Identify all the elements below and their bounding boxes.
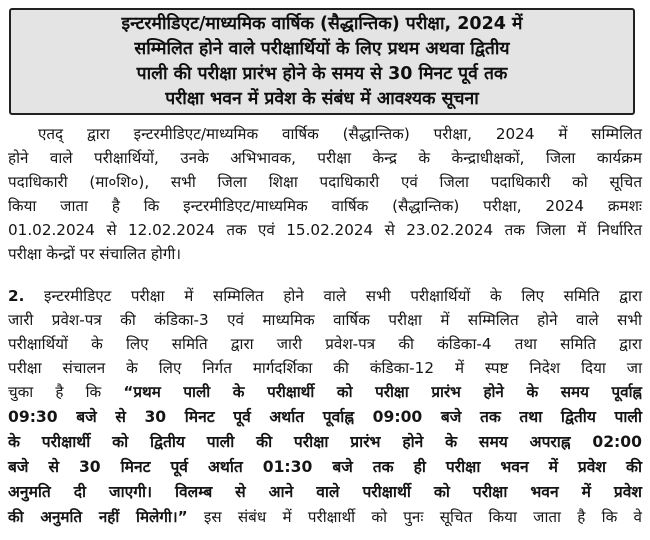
- paragraph2-line-4: परीक्षा संचालन के लिए निर्गत मार्गदर्शिका की कंडिका-12 में स्पष्ट निदेश दिया जा: [8, 359, 642, 377]
- paragraph2-line-1-text: इन्टरमीडिएट परीक्षा में सम्मिलित होने वाले सभी परीक्षार्थियों के लिए समिति द्वारा: [44, 287, 642, 305]
- paragraph1-line-6: परीक्षा केन्द्रों पर संचालित होगी।: [8, 245, 182, 263]
- paragraph2-bold-line-4: अनुमति दी जाएगी। विलम्ब से आने वाले परीक्षार्थी को परीक्षा भवन में प्रवेश: [8, 483, 642, 501]
- notice-title-line-2: सम्मिलित होने वाले परीक्षार्थियों के लिए प्रथम अथवा द्वितीय: [134, 39, 510, 59]
- paragraph2-line-5-bold: “प्रथम पाली के परीक्षार्थी को परीक्षा प्रारंभ होने के समय पूर्वाह्न: [123, 383, 642, 401]
- notice-title-line-1: इन्टरमीडिएट/माध्यमिक वार्षिक (सैद्धान्तिक) परीक्षा, 2024 में: [121, 14, 523, 34]
- paragraph1-line-1: एतद् द्वारा इन्टरमीडिएट/माध्यमिक वार्षिक (सैद्धान्तिक) परीक्षा, 2024 में सम्मिलित: [38, 125, 642, 143]
- paragraph2-line-5: [8, 380, 642, 404]
- paragraph2-line-10: [8, 505, 642, 529]
- paragraph2-line-10-normal: इस संबंध में परीक्षार्थी को पुनः सूचित किया जाता है कि वे: [187, 508, 642, 526]
- paragraph2-line-1: [8, 284, 642, 308]
- paragraph2-line-10-bold: की अनुमति नहीं मिलेगी।”: [8, 508, 188, 526]
- paragraph2-number: 2.: [8, 287, 25, 305]
- paragraph2-line-3: परीक्षार्थियों के लिए समिति द्वारा जारी प्रवेश-पत्र की कंडिका-4 तथा समिति द्वारा: [8, 335, 642, 353]
- paragraph2-line-5-normal: चुका है कि: [8, 383, 124, 401]
- paragraph2-line-2: जारी प्रवेश-पत्र की कंडिका-3 एवं माध्यमिक वार्षिक परीक्षा में सम्मिलित होने वाले सभी: [8, 311, 642, 329]
- paragraph2-bold-line-3: बजे से 30 मिनट पूर्व अर्थात 01:30 बजे तक ही परीक्षा भवन में प्रवेश की: [8, 458, 642, 476]
- notice-title-line-4: परीक्षा भवन में प्रवेश के संबंध में आवश्यक सूचना: [165, 89, 479, 109]
- paragraph1-line-4: किया जाता है कि इन्टरमीडिएट/माध्यमिक वार्षिक (सैद्धान्तिक) परीक्षा, 2024 क्रमशः: [8, 197, 642, 215]
- paragraph1-line-2: होने वाले परीक्षार्थियों, उनके अभिभावक, परीक्षा केन्द्र के केन्द्राधीक्षकों, जिला कार्यक्रम: [8, 149, 642, 167]
- notice-title-box: [9, 8, 635, 115]
- paragraph1-line-3: पदाधिकारी (मा०शि०), सभी जिला शिक्षा पदाधिकारी एवं जिला पदाधिकारी को सूचित: [8, 173, 642, 191]
- notice-title-line-3: पाली की परीक्षा प्रारंभ होने के समय से 30 मिनट पूर्व तक: [136, 64, 508, 84]
- paragraph2-bold-line-2: के परीक्षार्थी को द्वितीय पाली की परीक्षा प्रारंभ होने के समय अपराह्न 02:00: [8, 433, 642, 451]
- paragraph1-line-5: 01.02.2024 से 12.02.2024 तक एवं 15.02.2024 से 23.02.2024 तक जिला में निर्धारित: [8, 221, 642, 239]
- paragraph2-bold-line-1: 09:30 बजे से 30 मिनट पूर्व अर्थात पूर्वाह्न 09:00 बजे तक तथा द्वितीय पाली: [8, 408, 642, 426]
